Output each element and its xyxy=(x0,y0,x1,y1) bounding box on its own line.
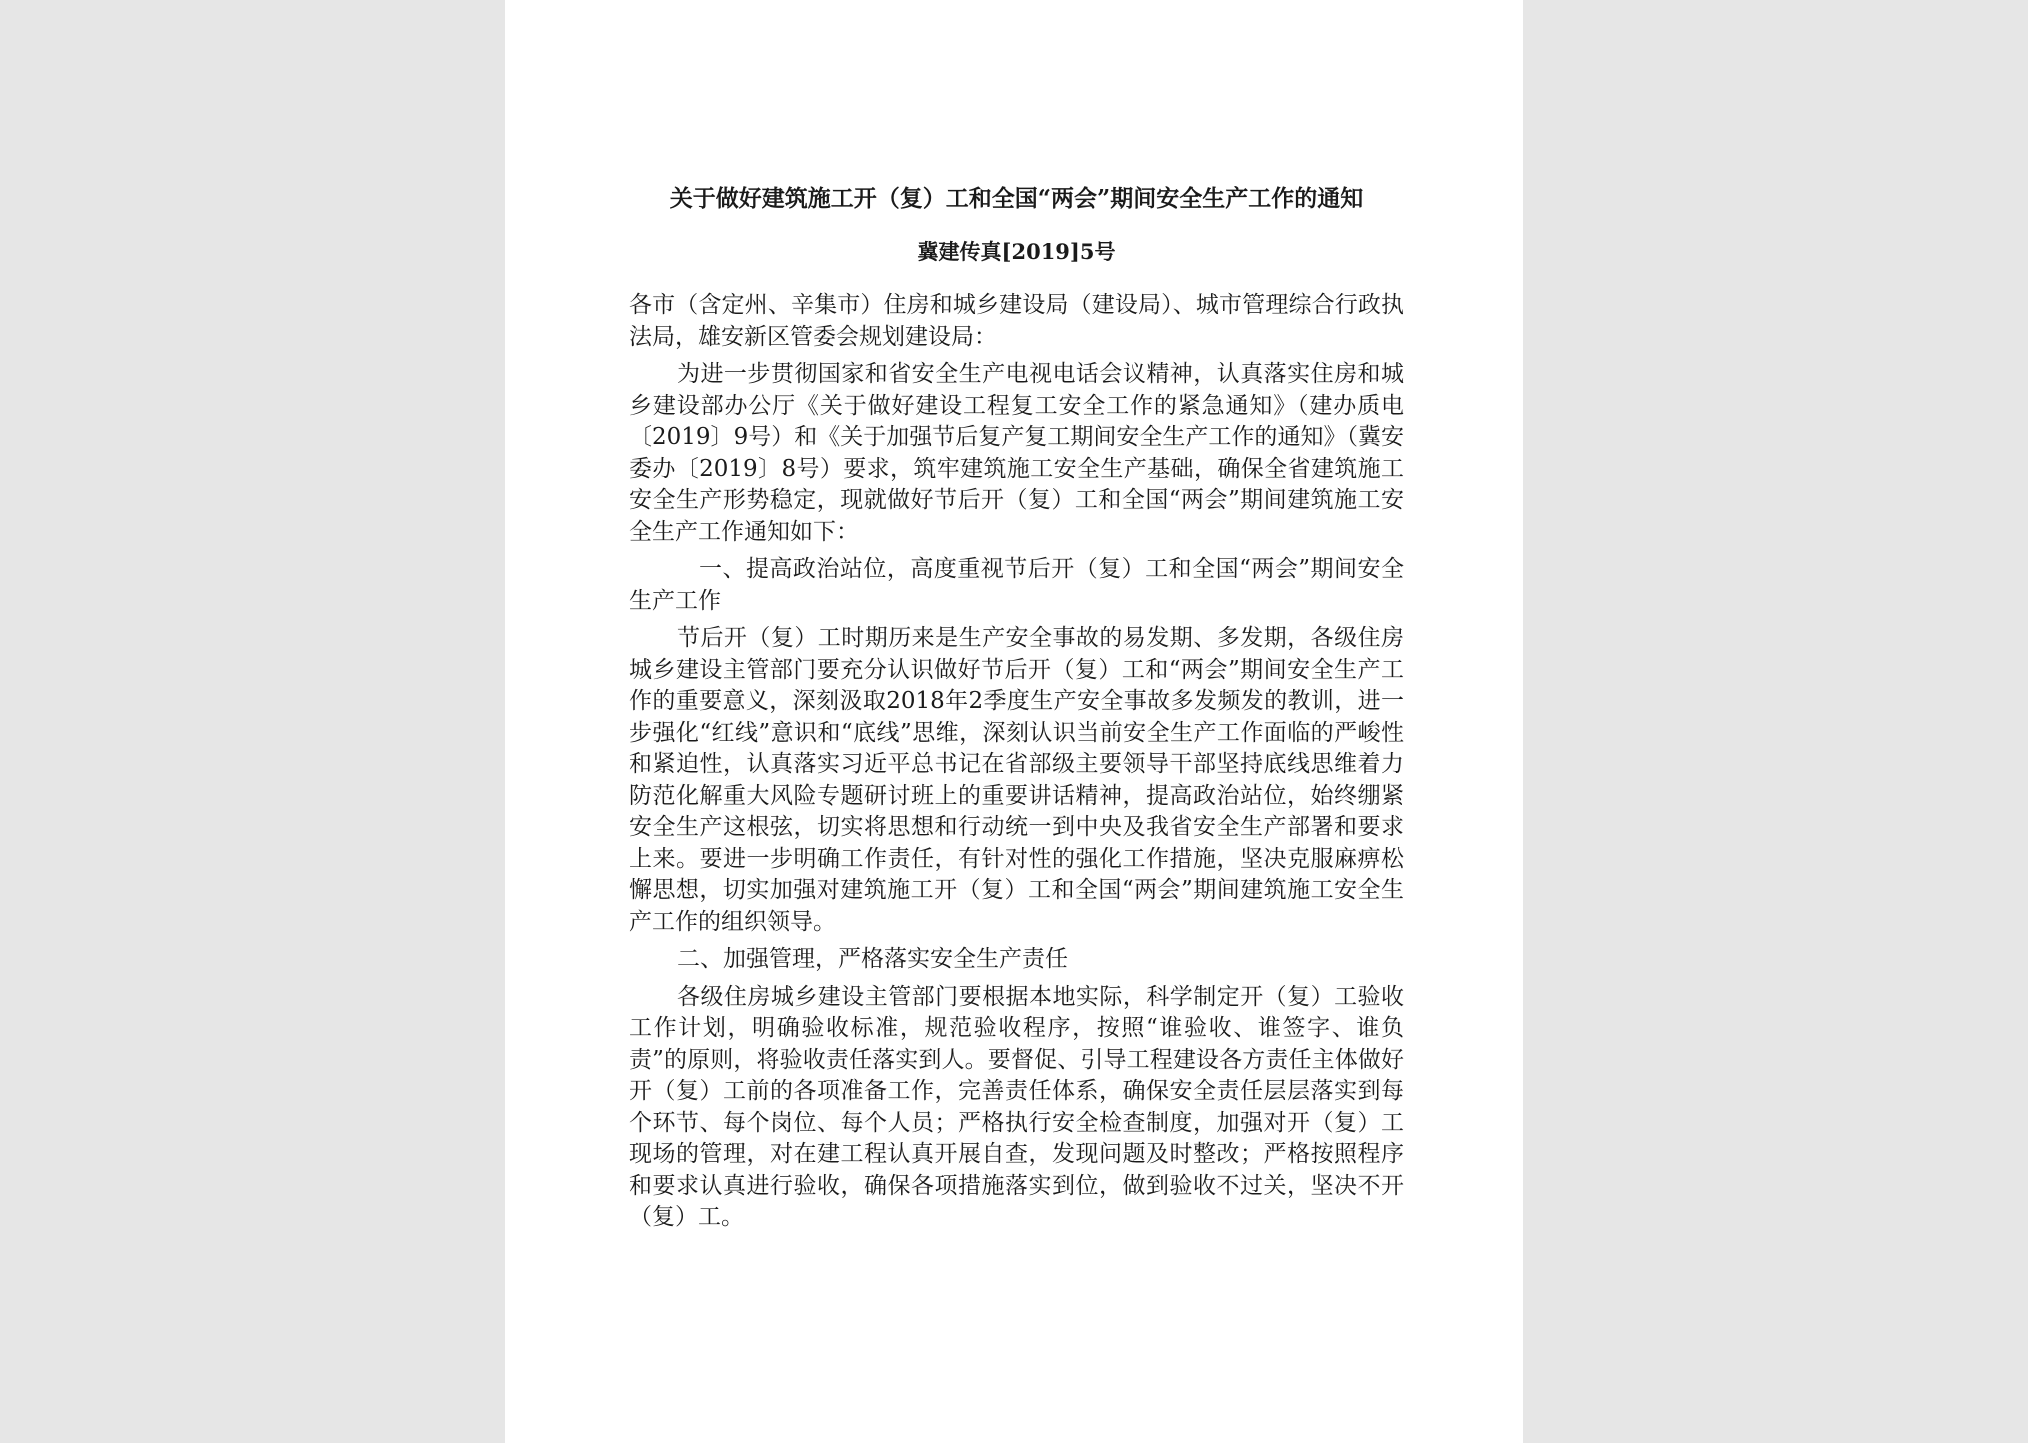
document-title: 关于做好建筑施工开（复）工和全国“两会”期间安全生产工作的通知 xyxy=(669,185,1364,212)
document-content xyxy=(629,178,1404,1240)
section-2-heading: 二、加强管理，严格落实安全生产责任 xyxy=(677,946,1068,972)
intro-paragraph: 为进一步贯彻国家和省安全生产电视电话会议精神，认真落实住房和城乡建设部办公厅《关于做好建设工程复工安全工作的紧急通知》（建办质电〔2019〕9号）和《关于加强节后复产复工期间安全生产工作的通知》（冀安委办〔2019〕8号）要求，筑牢建筑施工安全生产基础，确保全省建筑施工安全生产形势稳定，现就做好节后开（复）工和全国“两会”期间建筑施工安全生产工作通知如下： xyxy=(629,361,1404,545)
section-1-body: 节后开（复）工时期历来是生产安全事故的易发期、多发期，各级住房城乡建设主管部门要充分认识做好节后开（复）工和“两会”期间安全生产工作的重要意义，深刻汲取2018年2季度生产安全事故多发频发的教训，进一步强化“红线”意识和“底线”思维，深刻认识当前安全生产工作面临的严峻性和紧迫性，认真落实习近平总书记在省部级主要领导干部坚持底线思维着力防范化解重大风险专题研讨班上的重要讲话精神，提高政治站位，始终绷紧安全生产这根弦，切实将思想和行动统一到中央及我省安全生产部署和要求上来。要进一步明确工作责任，有针对性的强化工作措施，坚决克服麻痹松懈思想，切实加强对建筑施工开（复）工和全国“两会”期间建筑施工安全生产工作的组织领导。 xyxy=(629,625,1404,935)
section-1-heading: 一、提高政治站位，高度重视节后开（复）工和全国“两会”期间安全生产工作 xyxy=(629,556,1404,614)
document-number: 冀建传真[2019]5号 xyxy=(917,239,1116,264)
salutation-paragraph: 各市（含定州、辛集市）住房和城乡建设局（建设局）、城市管理综合行政执法局，雄安新区管委会规划建设局： xyxy=(629,292,1404,350)
document-page xyxy=(505,0,1523,1443)
section-2-body: 各级住房城乡建设主管部门要根据本地实际，科学制定开（复）工验收工作计划，明确验收标准，规范验收程序，按照“谁验收、谁签字、谁负责”的原则，将验收责任落实到人。要督促、引导工程建设各方责任主体做好开（复）工前的各项准备工作，完善责任体系，确保安全责任层层落实到每个环节、每个岗位、每个人员；严格执行安全检查制度，加强对开（复）工现场的管理，对在建工程认真开展自查，发现问题及时整改；严格按照程序和要求认真进行验收，确保各项措施落实到位，做到验收不过关，坚决不开（复）工。 xyxy=(629,983,1404,1230)
